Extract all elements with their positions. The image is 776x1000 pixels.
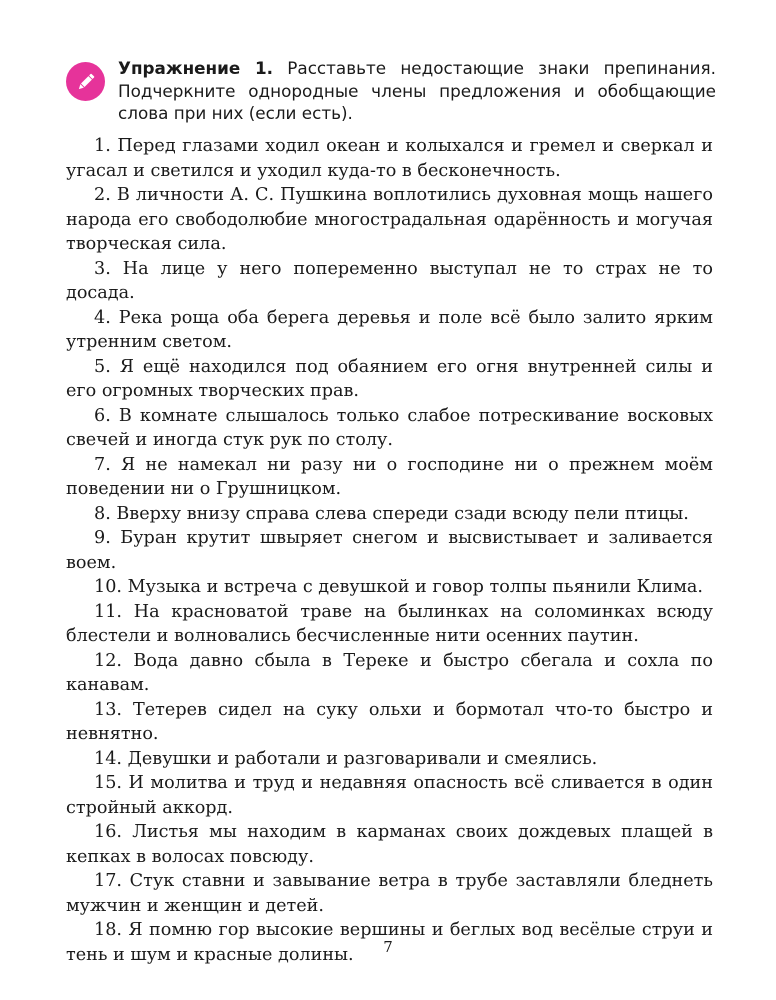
sentence-item: 8. Вверху внизу справа слева спереди сзади всюду пели птицы.: [94, 503, 689, 524]
sentence-item: 7. Я не намекал ни разу ни о господине ни о прежнем моём поведении ни о Грушницком.: [66, 454, 713, 499]
sentence-item: 1. Перед глазами ходил океан и колыхался и гремел и сверкал и угасал и светился и уходил куда-то в бесконечность.: [66, 136, 713, 181]
sentence-item: 3. На лице у него попеременно выступал не то страх не то досада.: [66, 258, 713, 303]
sentence-item: 4. Река роща оба берега деревья и поле всё было залито ярким утренним светом.: [66, 307, 713, 352]
sentence-item: 12. Вода давно сбыла в Тереке и быстро сбегала и сохла по канавам.: [66, 650, 713, 695]
sentence-item: 18. Я помню гор высокие вершины и беглых вод весёлые струи и тень и шум и красные долины.: [66, 920, 713, 965]
sentence-item: 6. В комнате слышалось только слабое потрескивание восковых свечей и иногда стук рук по столу.: [66, 405, 713, 450]
sentence-item: 2. В личности А. С. Пушкина воплотились духовная мощь нашего народа его свободолюбие многострадальная одарённость и могучая творческая сила.: [66, 185, 713, 254]
sentence-list: [66, 134, 713, 967]
sentence-item: 13. Тетерев сидел на суку ольхи и бормотал что-то быстро и невнятно.: [66, 699, 713, 744]
pencil-glyph: [75, 71, 97, 93]
exercise-header: [66, 57, 716, 125]
sentence-item: 15. И молитва и труд и недавняя опасность всё сливается в один стройный аккорд.: [66, 773, 713, 818]
pencil-icon: [66, 62, 105, 101]
exercise-instruction-text: Расставьте недостающие знаки препинания. Подчеркните однородные члены предложения и обобщающие слова при них (если есть).: [118, 58, 716, 123]
sentence-item: 16. Листья мы находим в карманах своих дождевых плащей в кепках в волосах повсюду.: [66, 822, 713, 867]
sentence-item: 14. Девушки и работали и разговаривали и смеялись.: [94, 748, 598, 769]
page-number: 7: [383, 938, 393, 956]
sentence-item: 10. Музыка и встреча с девушкой и говор толпы пьянили Клима.: [94, 577, 703, 597]
sentence-item: 17. Стук ставни и завывание ветра в трубе заставляли бледнеть мужчин и женщин и детей.: [66, 871, 713, 916]
sentence-item: 9. Буран крутит швыряет снегом и высвистывает и заливается воем.: [66, 528, 713, 573]
sentence-item: 5. Я ещё находился под обаянием его огня внутренней силы и его огромных творческих прав.: [66, 356, 713, 401]
sentence-item: 11. На красноватой траве на былинках на соломинках всюду блестели и волновались бесчисленные нити осенних паутин.: [66, 601, 713, 646]
exercise-label: Упражнение 1.: [118, 58, 274, 78]
exercise-instruction: [118, 57, 716, 125]
